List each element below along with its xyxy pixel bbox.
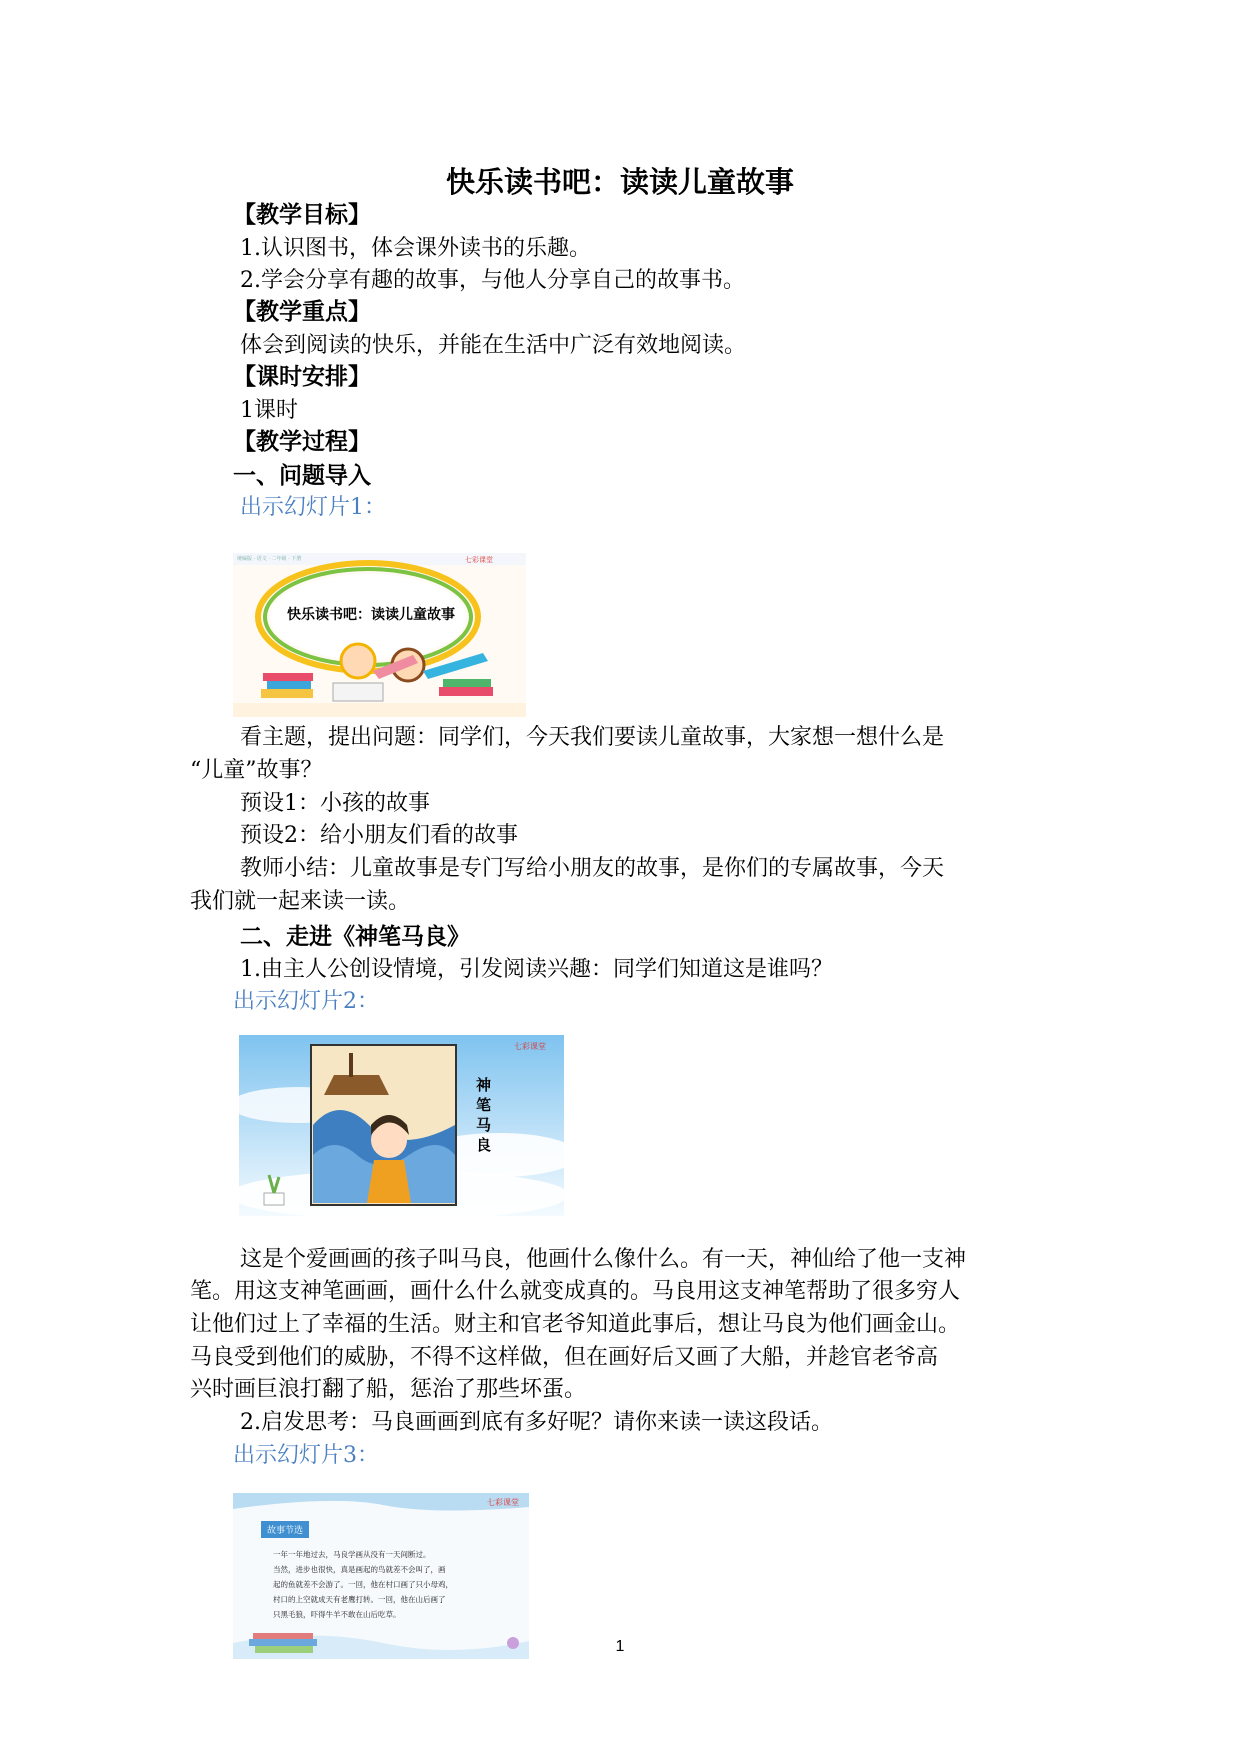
time-heading: 【课时安排】 [233, 364, 371, 390]
slide3-label: 出示幻灯片3： [233, 1443, 379, 1468]
slide1-illustration [233, 553, 526, 717]
slide2-illustration [239, 1035, 564, 1216]
slide2-title-char: 马 [476, 1116, 492, 1134]
story-line-2: 笔。用这支神笔画画，画什么什么就变成真的。马良用这支神笔帮助了很多穷人 [190, 1279, 961, 1304]
step-1: 1.由主人公创设情境，引发阅读兴趣：同学们知道这是谁吗？ [240, 957, 833, 982]
story-line-4: 马良受到他们的威胁，不得不这样做，但在画好后又画了大船，并趁官老爷高 [190, 1345, 939, 1370]
slide3-image [233, 1493, 529, 1659]
slide1-image [233, 553, 526, 717]
slide3-line: 起的鱼就差不会游了。一回，他在村口画了只小母鸡， [273, 1580, 453, 1589]
slide2-image [239, 1035, 564, 1216]
slide2-title-char: 笔 [476, 1096, 492, 1114]
slide2-label: 出示幻灯片2： [233, 989, 379, 1014]
time-text: 1课时 [240, 398, 298, 423]
slide3-line: 只黑毛狼，吓得牛羊不敢在山后吃草。 [273, 1610, 401, 1619]
slide3-tag: 故事节选 [261, 1521, 309, 1538]
story-line-3: 让他们过上了幸福的生活。财主和官老爷知道此事后，想让马良为他们画金山。 [190, 1312, 961, 1337]
step-2: 2.启发思考：马良画画到底有多好呢？请你来读一读这段话。 [240, 1410, 833, 1435]
summary-line-2: 我们就一起来读一读。 [190, 889, 411, 914]
p1-line-2: “儿童”故事？ [190, 758, 323, 783]
page-title: 快乐读书吧：读读儿童故事 [445, 165, 794, 199]
key-text: 体会到阅读的快乐，并能在生活中广泛有效地阅读。 [240, 333, 747, 358]
page-number: 1 [615, 1638, 625, 1655]
p1-line-1: 看主题，提出问题：同学们，今天我们要读儿童故事，大家想一想什么是 [240, 725, 945, 750]
story-line-1: 这是个爱画画的孩子叫马良，他画什么像什么。有一天，神仙给了他一支神 [240, 1247, 967, 1272]
part2-heading: 二、走进《神笔马良》 [240, 924, 470, 950]
slide2-title-char: 良 [476, 1136, 492, 1154]
goal-item-2: 2.学会分享有趣的故事，与他人分享自己的故事书。 [240, 268, 745, 293]
preset-2: 预设2：给小朋友们看的故事 [240, 823, 518, 848]
slide1-label: 出示幻灯片1： [240, 495, 386, 520]
goal-heading: 【教学目标】 [233, 202, 371, 228]
goal-item-1: 1.认识图书，体会课外读书的乐趣。 [240, 236, 591, 261]
part1-heading: 一、问题导入 [233, 463, 371, 489]
slide2-vertical-title [476, 1075, 500, 1155]
process-heading: 【教学过程】 [233, 429, 371, 455]
slide2-logo: 七彩课堂 [514, 1042, 546, 1051]
slide3-line: 一年一年地过去，马良学画从没有一天间断过。 [273, 1550, 431, 1559]
story-line-5: 兴时画巨浪打翻了船，惩治了那些坏蛋。 [190, 1377, 587, 1402]
slide3-text [273, 1547, 453, 1622]
slide3-logo: 七彩课堂 [487, 1498, 519, 1507]
slide1-title: 快乐读书吧：读读儿童故事 [287, 607, 455, 623]
preset-1: 预设1：小孩的故事 [240, 791, 430, 816]
slide2-title-char: 神 [476, 1076, 492, 1094]
slide1-logo: 七彩课堂 [465, 556, 493, 564]
key-heading: 【教学重点】 [233, 299, 371, 325]
slide3-line: 当然，进步也很快，真是画起的鸟就差不会叫了，画 [273, 1565, 446, 1574]
slide3-line: 村口的上空就成天有老鹰打转。一回，他在山后画了 [273, 1595, 446, 1604]
slide1-header-small: 统编版 · 语文 · 二年级 · 下册 [237, 556, 302, 562]
summary-line-1: 教师小结：儿童故事是专门写给小朋友的故事，是你们的专属故事，今天 [240, 856, 945, 881]
